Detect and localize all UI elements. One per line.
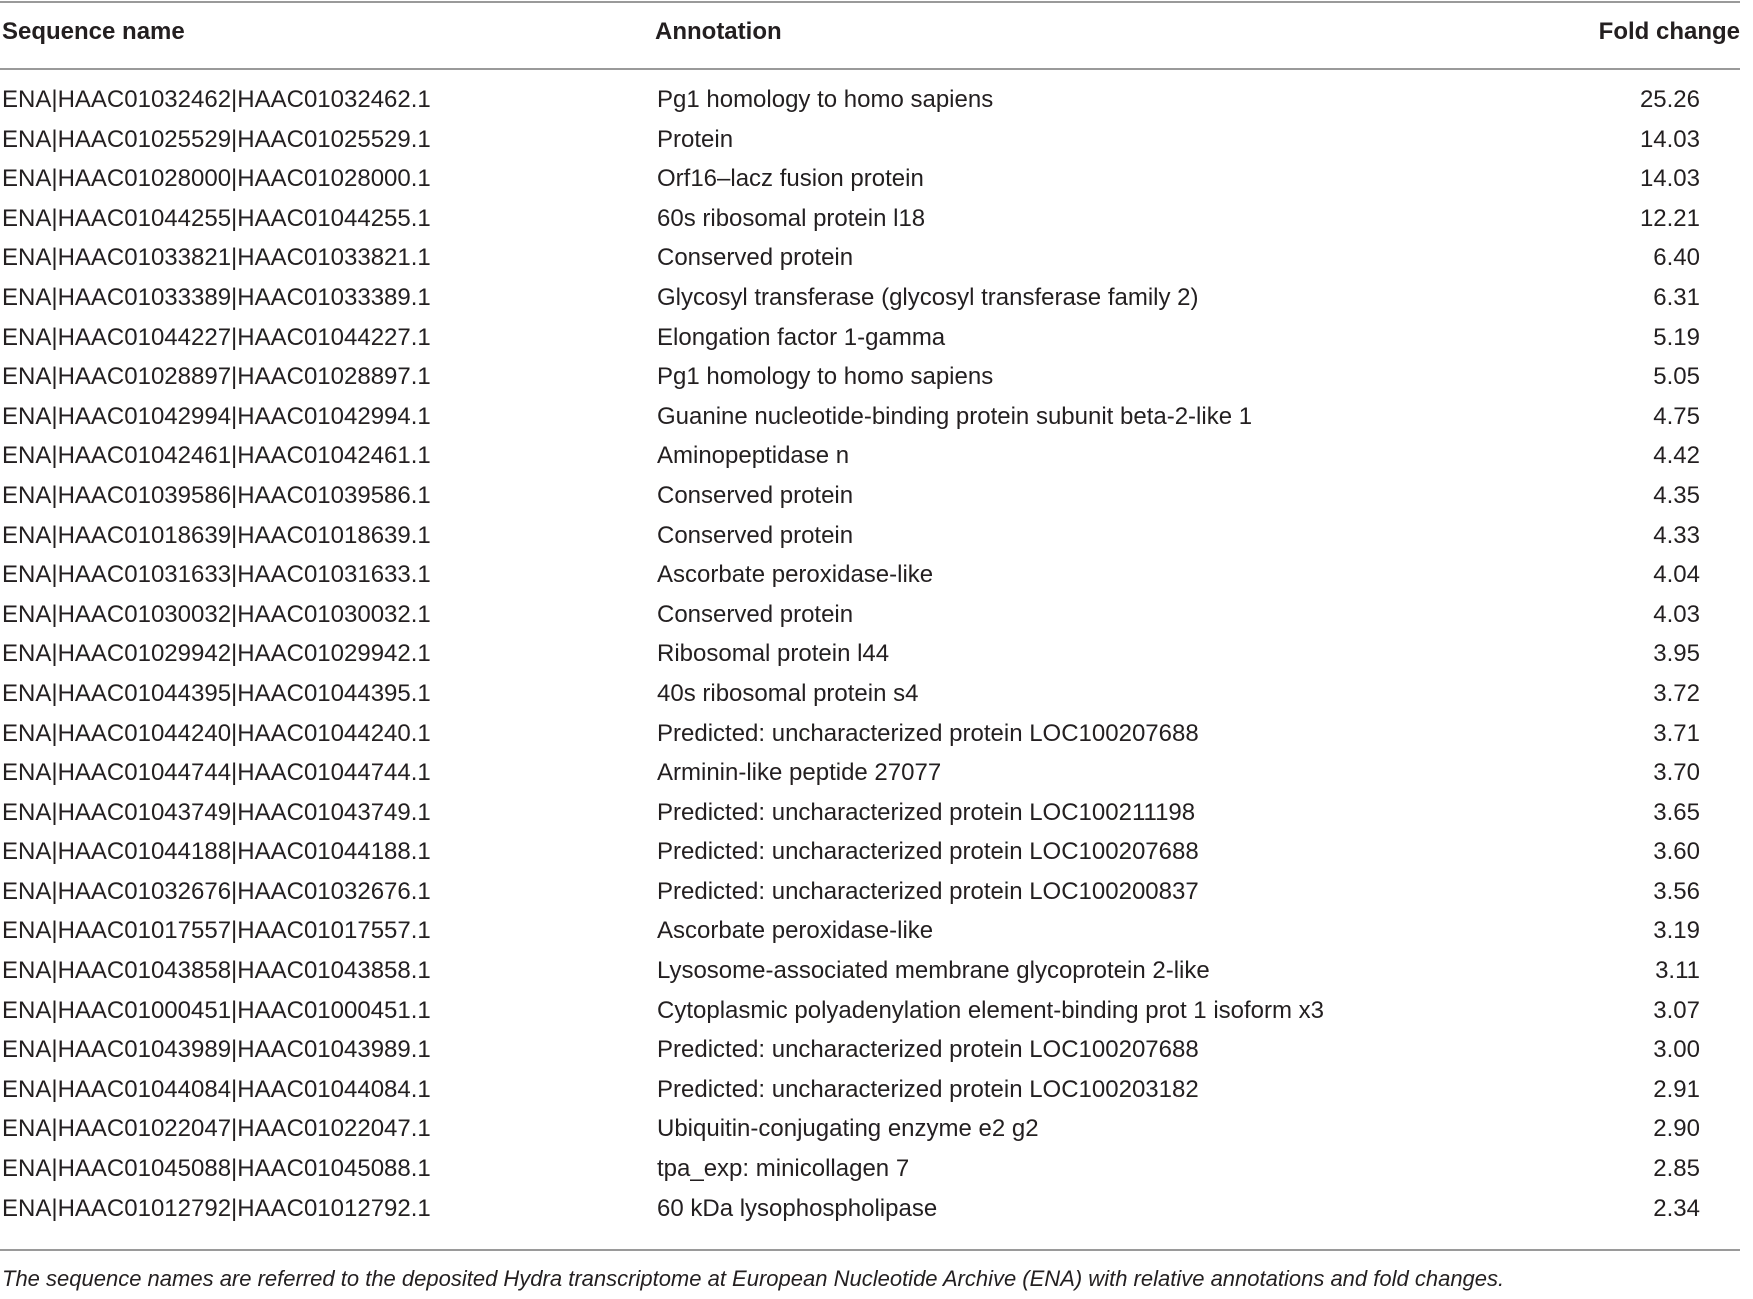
cell-fold-change: 4.04 — [1653, 561, 1700, 589]
cell-annotation: Pg1 homology to homo sapiens — [657, 363, 994, 391]
table-row — [0, 874, 1740, 914]
cell-sequence-name: ENA|HAAC01032676|HAAC01032676.1 — [2, 877, 431, 905]
table-row — [0, 1111, 1740, 1151]
table-row — [0, 1032, 1740, 1072]
header-fold-change: Fold change — [1598, 18, 1740, 45]
table-row — [0, 1191, 1740, 1231]
cell-fold-change: 3.60 — [1653, 838, 1700, 866]
cell-annotation: Predicted: uncharacterized protein LOC100207688 — [657, 719, 1199, 747]
cell-fold-change: 3.71 — [1653, 719, 1700, 747]
cell-annotation: 60s ribosomal protein l18 — [657, 204, 926, 232]
cell-annotation: Ascorbate peroxidase-like — [657, 917, 934, 945]
cell-fold-change: 3.07 — [1653, 996, 1700, 1024]
table-row — [0, 399, 1740, 439]
cell-annotation: Conserved protein — [657, 521, 854, 549]
cell-sequence-name: ENA|HAAC01028897|HAAC01028897.1 — [2, 363, 431, 391]
cell-annotation: Conserved protein — [657, 600, 854, 628]
cell-annotation: Aminopeptidase n — [657, 442, 850, 470]
cell-fold-change: 12.21 — [1639, 204, 1700, 232]
cell-sequence-name: ENA|HAAC01029942|HAAC01029942.1 — [2, 640, 431, 668]
cell-annotation: Lysosome-associated membrane glycoprotein 2-like — [657, 957, 1210, 985]
cell-sequence-name: ENA|HAAC01018639|HAAC01018639.1 — [2, 521, 431, 549]
cell-fold-change: 6.31 — [1653, 283, 1700, 311]
cell-sequence-name: ENA|HAAC01044084|HAAC01044084.1 — [2, 1075, 431, 1103]
table-row — [0, 913, 1740, 953]
cell-annotation: Arminin-like peptide 27077 — [657, 759, 942, 787]
cell-annotation: Ascorbate peroxidase-like — [657, 561, 934, 589]
cell-fold-change: 4.03 — [1653, 600, 1700, 628]
table-row — [0, 1072, 1740, 1112]
cell-sequence-name: ENA|HAAC01043989|HAAC01043989.1 — [2, 1036, 431, 1064]
table-row — [0, 359, 1740, 399]
cell-fold-change: 4.35 — [1653, 481, 1700, 509]
table-row — [0, 518, 1740, 558]
cell-annotation: Conserved protein — [657, 481, 854, 509]
cell-sequence-name: ENA|HAAC01044255|HAAC01044255.1 — [2, 204, 431, 232]
cell-sequence-name: ENA|HAAC01043749|HAAC01043749.1 — [2, 798, 431, 826]
cell-fold-change: 4.75 — [1653, 402, 1700, 430]
cell-sequence-name: ENA|HAAC01044395|HAAC01044395.1 — [2, 679, 431, 707]
cell-fold-change: 3.65 — [1653, 798, 1700, 826]
cell-annotation: Orf16–lacz fusion protein — [657, 165, 924, 193]
table-row — [0, 557, 1740, 597]
table-row — [0, 201, 1740, 241]
table-body — [0, 82, 1740, 1230]
cell-sequence-name: ENA|HAAC01045088|HAAC01045088.1 — [2, 1155, 431, 1183]
cell-fold-change: 14.03 — [1639, 125, 1700, 153]
cell-fold-change: 3.95 — [1653, 640, 1700, 668]
cell-fold-change: 3.00 — [1653, 1036, 1700, 1064]
cell-fold-change: 2.91 — [1653, 1075, 1700, 1103]
table-row — [0, 240, 1740, 280]
header-annotation: Annotation — [655, 18, 782, 45]
table-row — [0, 636, 1740, 676]
cell-sequence-name: ENA|HAAC01042994|HAAC01042994.1 — [2, 402, 431, 430]
cell-fold-change: 2.85 — [1653, 1155, 1700, 1183]
cell-sequence-name: ENA|HAAC01044227|HAAC01044227.1 — [2, 323, 431, 351]
cell-fold-change: 3.72 — [1653, 679, 1700, 707]
table-row — [0, 953, 1740, 993]
cell-sequence-name: ENA|HAAC01030032|HAAC01030032.1 — [2, 600, 431, 628]
cell-fold-change: 5.19 — [1653, 323, 1700, 351]
cell-sequence-name: ENA|HAAC01031633|HAAC01031633.1 — [2, 561, 431, 589]
table-row — [0, 716, 1740, 756]
cell-annotation: Cytoplasmic polyadenylation element-binding prot 1 isoform x3 — [657, 996, 1325, 1024]
cell-fold-change: 3.70 — [1653, 759, 1700, 787]
table-row — [0, 1151, 1740, 1191]
cell-sequence-name: ENA|HAAC01042461|HAAC01042461.1 — [2, 442, 431, 470]
cell-annotation: Predicted: uncharacterized protein LOC100207688 — [657, 838, 1199, 866]
cell-annotation: Elongation factor 1-gamma — [657, 323, 946, 351]
cell-sequence-name: ENA|HAAC01012792|HAAC01012792.1 — [2, 1194, 431, 1222]
cell-annotation: Predicted: uncharacterized protein LOC100203182 — [657, 1075, 1199, 1103]
cell-annotation: Conserved protein — [657, 244, 854, 272]
cell-sequence-name: ENA|HAAC01044744|HAAC01044744.1 — [2, 759, 431, 787]
cell-annotation: Glycosyl transferase (glycosyl transferase family 2) — [657, 283, 1199, 311]
cell-sequence-name: ENA|HAAC01000451|HAAC01000451.1 — [2, 996, 431, 1024]
cell-annotation: 40s ribosomal protein s4 — [657, 679, 919, 707]
cell-sequence-name: ENA|HAAC01025529|HAAC01025529.1 — [2, 125, 431, 153]
cell-fold-change: 2.34 — [1653, 1194, 1700, 1222]
cell-annotation: Predicted: uncharacterized protein LOC100207688 — [657, 1036, 1199, 1064]
table-row — [0, 438, 1740, 478]
table-row — [0, 597, 1740, 637]
table-row — [0, 161, 1740, 201]
cell-sequence-name: ENA|HAAC01043858|HAAC01043858.1 — [2, 957, 431, 985]
cell-annotation: Ribosomal protein l44 — [657, 640, 890, 668]
top-rule — [0, 1, 1740, 3]
table-row — [0, 320, 1740, 360]
cell-annotation: Guanine nucleotide-binding protein subunit beta-2-like 1 — [657, 402, 1253, 430]
table-row — [0, 82, 1740, 122]
cell-fold-change: 4.42 — [1653, 442, 1700, 470]
header-sequence-name: Sequence name — [2, 18, 185, 45]
cell-annotation: 60 kDa lysophospholipase — [657, 1194, 938, 1222]
cell-fold-change: 3.11 — [1655, 957, 1700, 985]
cell-annotation: tpa_exp: minicollagen 7 — [657, 1155, 910, 1183]
table-row — [0, 834, 1740, 874]
cell-annotation: Predicted: uncharacterized protein LOC100211198 — [657, 798, 1196, 826]
table-row — [0, 280, 1740, 320]
table-row — [0, 993, 1740, 1033]
table-footnote: The sequence names are referred to the deposited Hydra transcriptome at European Nucleotide Archive (ENA) with relative annotations and fold changes. — [2, 1266, 1505, 1291]
cell-sequence-name: ENA|HAAC01033389|HAAC01033389.1 — [2, 283, 431, 311]
table-row — [0, 676, 1740, 716]
cell-sequence-name: ENA|HAAC01044188|HAAC01044188.1 — [2, 838, 431, 866]
table-header-row — [0, 14, 1740, 50]
cell-fold-change: 3.19 — [1653, 917, 1700, 945]
cell-sequence-name: ENA|HAAC01039586|HAAC01039586.1 — [2, 481, 431, 509]
table-row — [0, 478, 1740, 518]
cell-sequence-name: ENA|HAAC01033821|HAAC01033821.1 — [2, 244, 431, 272]
cell-fold-change: 6.40 — [1653, 244, 1700, 272]
table-row — [0, 122, 1740, 162]
cell-sequence-name: ENA|HAAC01028000|HAAC01028000.1 — [2, 165, 431, 193]
cell-annotation: Protein — [657, 125, 734, 153]
cell-sequence-name: ENA|HAAC01044240|HAAC01044240.1 — [2, 719, 431, 747]
cell-sequence-name: ENA|HAAC01032462|HAAC01032462.1 — [2, 86, 431, 113]
cell-annotation: Pg1 homology to homo sapiens — [657, 86, 994, 113]
cell-annotation: Predicted: uncharacterized protein LOC100200837 — [657, 877, 1199, 905]
cell-fold-change: 5.05 — [1653, 363, 1700, 391]
bottom-rule — [0, 1249, 1740, 1251]
cell-sequence-name: ENA|HAAC01022047|HAAC01022047.1 — [2, 1115, 431, 1143]
cell-fold-change: 3.56 — [1653, 877, 1700, 905]
cell-fold-change: 25.26 — [1639, 86, 1700, 113]
table-row — [0, 755, 1740, 795]
header-rule — [0, 68, 1740, 70]
cell-fold-change: 14.03 — [1639, 165, 1700, 193]
cell-fold-change: 4.33 — [1653, 521, 1700, 549]
cell-sequence-name: ENA|HAAC01017557|HAAC01017557.1 — [2, 917, 431, 945]
cell-annotation: Ubiquitin-conjugating enzyme e2 g2 — [657, 1115, 1039, 1143]
table-row — [0, 795, 1740, 835]
cell-fold-change: 2.90 — [1653, 1115, 1700, 1143]
